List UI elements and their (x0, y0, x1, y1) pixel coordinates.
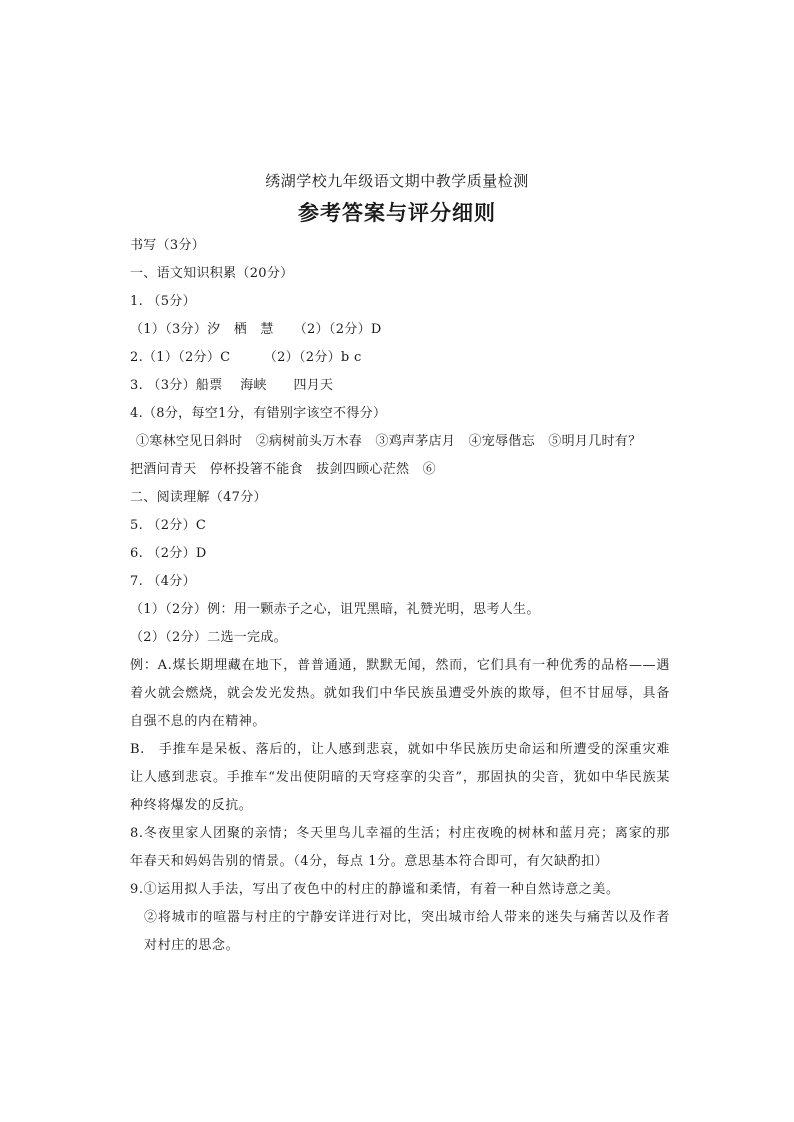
question-7-example-a: 例：A.煤长期埋藏在地下，普普通通，默默无闻，然而，它们具有一种优秀的品格——遇着火就会燃烧，就会发光发热。就如我们中华民族虽遭受外族的欺辱，但不甘屈辱，具备自强不息的内在精神。 (130, 658, 670, 729)
question-4-heading: 4.（8分，每空1分，有错别字该空不得分） (130, 406, 387, 421)
writing-score-line: 书写（3分） (130, 238, 206, 253)
question-7-heading: 7. （4分） (130, 574, 196, 589)
question-3-answer: 3. （3分）船票 海峡 四月天 (130, 378, 334, 393)
question-5-answer: 5. （2分）C (130, 518, 207, 533)
question-1-heading: 1. （5分） (130, 294, 196, 309)
question-7-part-1: （1）（2分）例：用一颗赤子之心，诅咒黑暗，礼赞光明，思考人生。 (130, 602, 540, 617)
answer-body (130, 232, 670, 960)
question-8-answer: 8.冬夜里家人团聚的亲情；冬天里鸟儿幸福的生活；村庄夜晚的树林和蓝月亮；离家的那年春天和妈妈告别的情景。（4分，每点 1分。意思基本符合即可，有欠缺酌扣） (130, 826, 670, 869)
question-7-part-2: （2）（2分）二选一完成。 (130, 630, 287, 645)
question-2-answer: 2.（1）（2分）C （2）（2分）b c (130, 350, 362, 365)
question-9-answer-2: ②将城市的喧嚣与村庄的宁静安详进行对比，突出城市给人带来的迷失与痛苦以及作者对村庄的思念。 (144, 910, 670, 953)
question-1-answer: （1）（3分）汐 栖 慧 （2）（2分）D (130, 322, 382, 337)
question-4-answer-line-1: ①寒林空见日斜时 ②病树前头万木春 ③鸡声茅店月 ④宠辱偕忘 ⑤明月几时有？ (136, 434, 642, 449)
question-4-answer-line-2: 把酒问青天 停杯投箸不能食 拔剑四顾心茫然 ⑥ (130, 462, 436, 477)
page-title: 参考答案与评分细则 (298, 201, 496, 225)
question-9-answer-1: 9.①运用拟人手法，写出了夜色中的村庄的静谧和柔情，有着一种自然诗意之美。 (130, 882, 620, 897)
question-6-answer: 6. （2分）D (130, 546, 207, 561)
question-7-example-b: B. 手推车是呆板、落后的，让人感到悲哀，就如中华民族历史命运和所遭受的深重灾难让人感到悲哀。手推车“发出使阴暗的天穹痉挛的尖音”，那固执的尖音，犹如中华民族某种终将爆发的反抗。 (130, 742, 670, 813)
section-heading-knowledge: 一、语文知识积累（20分） (130, 266, 294, 281)
exam-subtitle: 绣湖学校九年级语文期中教学质量检测 (265, 172, 529, 190)
section-heading-reading: 二、阅读理解（47分） (130, 490, 267, 505)
